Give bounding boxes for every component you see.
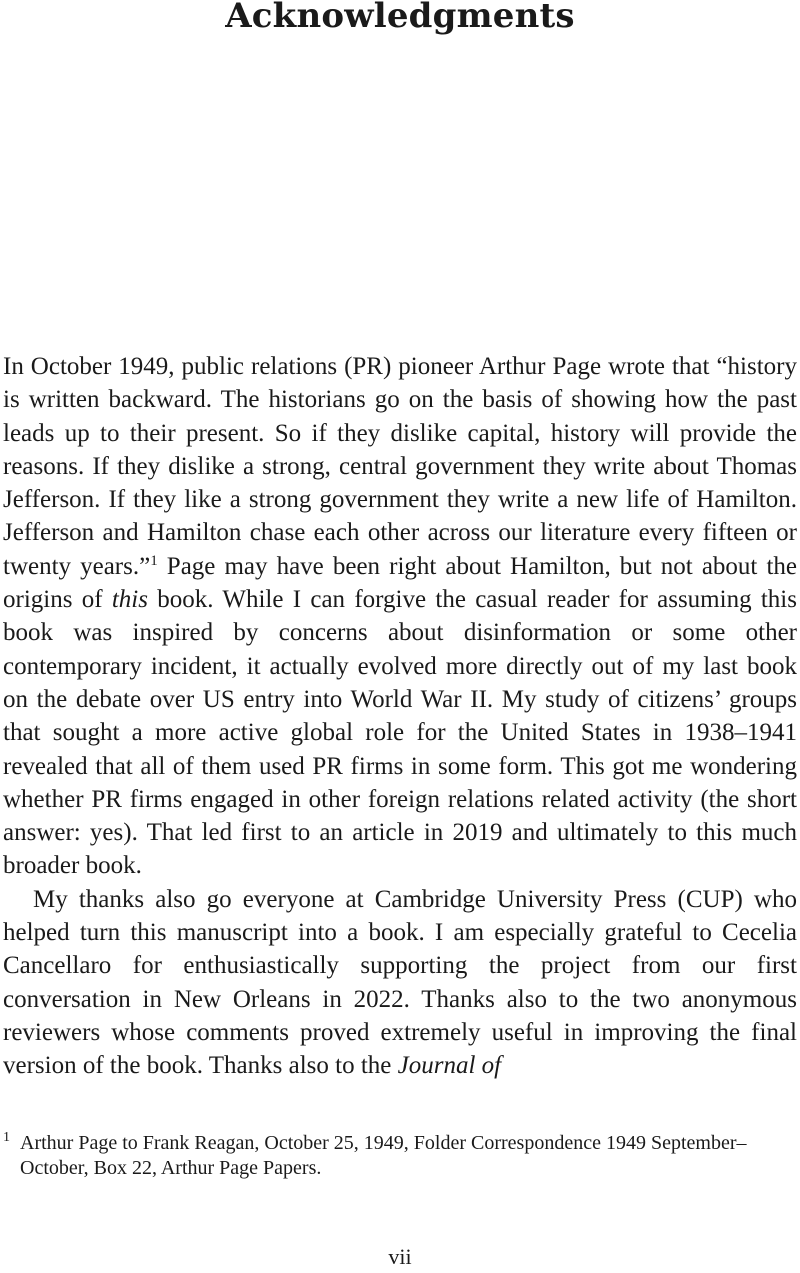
body-text (3, 350, 797, 1083)
paragraph-1-text-c: book. While I can forgive the casual reader for assuming this book was inspired by concerns about disinformation or some other contemporary incident, it actually evolved more directly out of my last book on the debate over US entry into World War II. My study of citizens’ groups that sought a more active global role for the United States in 1938–1941 revealed that all of them used PR firms in some form. This got me wondering whether PR firms engaged in other foreign relations related activity (the short answer: yes). That led first to an article in 2019 and ultimately to this much broader book. (3, 586, 797, 880)
paragraph-2-emphasis: Journal of (397, 1052, 502, 1080)
paragraph-2-text-a: My thanks also go everyone at Cambridge University Press (CUP) who helped turn this manuscript into a book. I am especially grateful to Cecelia Cancellaro for enthusiastically supporting the project from our first conversation in New Orleans in 2022. Thanks also to the two anonymous reviewers whose comments proved extremely useful in improving the final version of the book. Thanks also to the (3, 885, 797, 1080)
footnote-reference[interactable]: 1 (150, 552, 158, 569)
paragraph-1 (3, 350, 797, 883)
paragraph-2 (3, 883, 797, 1083)
chapter-title: Acknowledgments (225, 0, 575, 36)
footnote-text: Arthur Page to Frank Reagan, October 25, 1949, Folder Correspondence 1949 September–October, Box 22, Arthur Page Papers. (20, 1132, 747, 1179)
paragraph-1-text-a: In October 1949, public relations (PR) pioneer Arthur Page wrote that “history is written backward. The historians go on the basis of showing how the past leads up to their present. So if they dislike capital, history will provide the reasons. If they dislike a strong, central government they write about Thomas Jefferson. If they like a strong government they write a new life of Hamilton. Jefferson and Hamilton chase each other across our literature every fifteen or twenty years.” (3, 353, 797, 580)
footnote-number: 1 (3, 1130, 10, 1145)
paragraph-1-text-b: Page may have been right about Hamilton, but not about the origins of (3, 552, 797, 614)
footnote (3, 1131, 793, 1181)
paragraph-1-emphasis: this (111, 586, 148, 614)
page-number: vii (388, 1244, 412, 1269)
